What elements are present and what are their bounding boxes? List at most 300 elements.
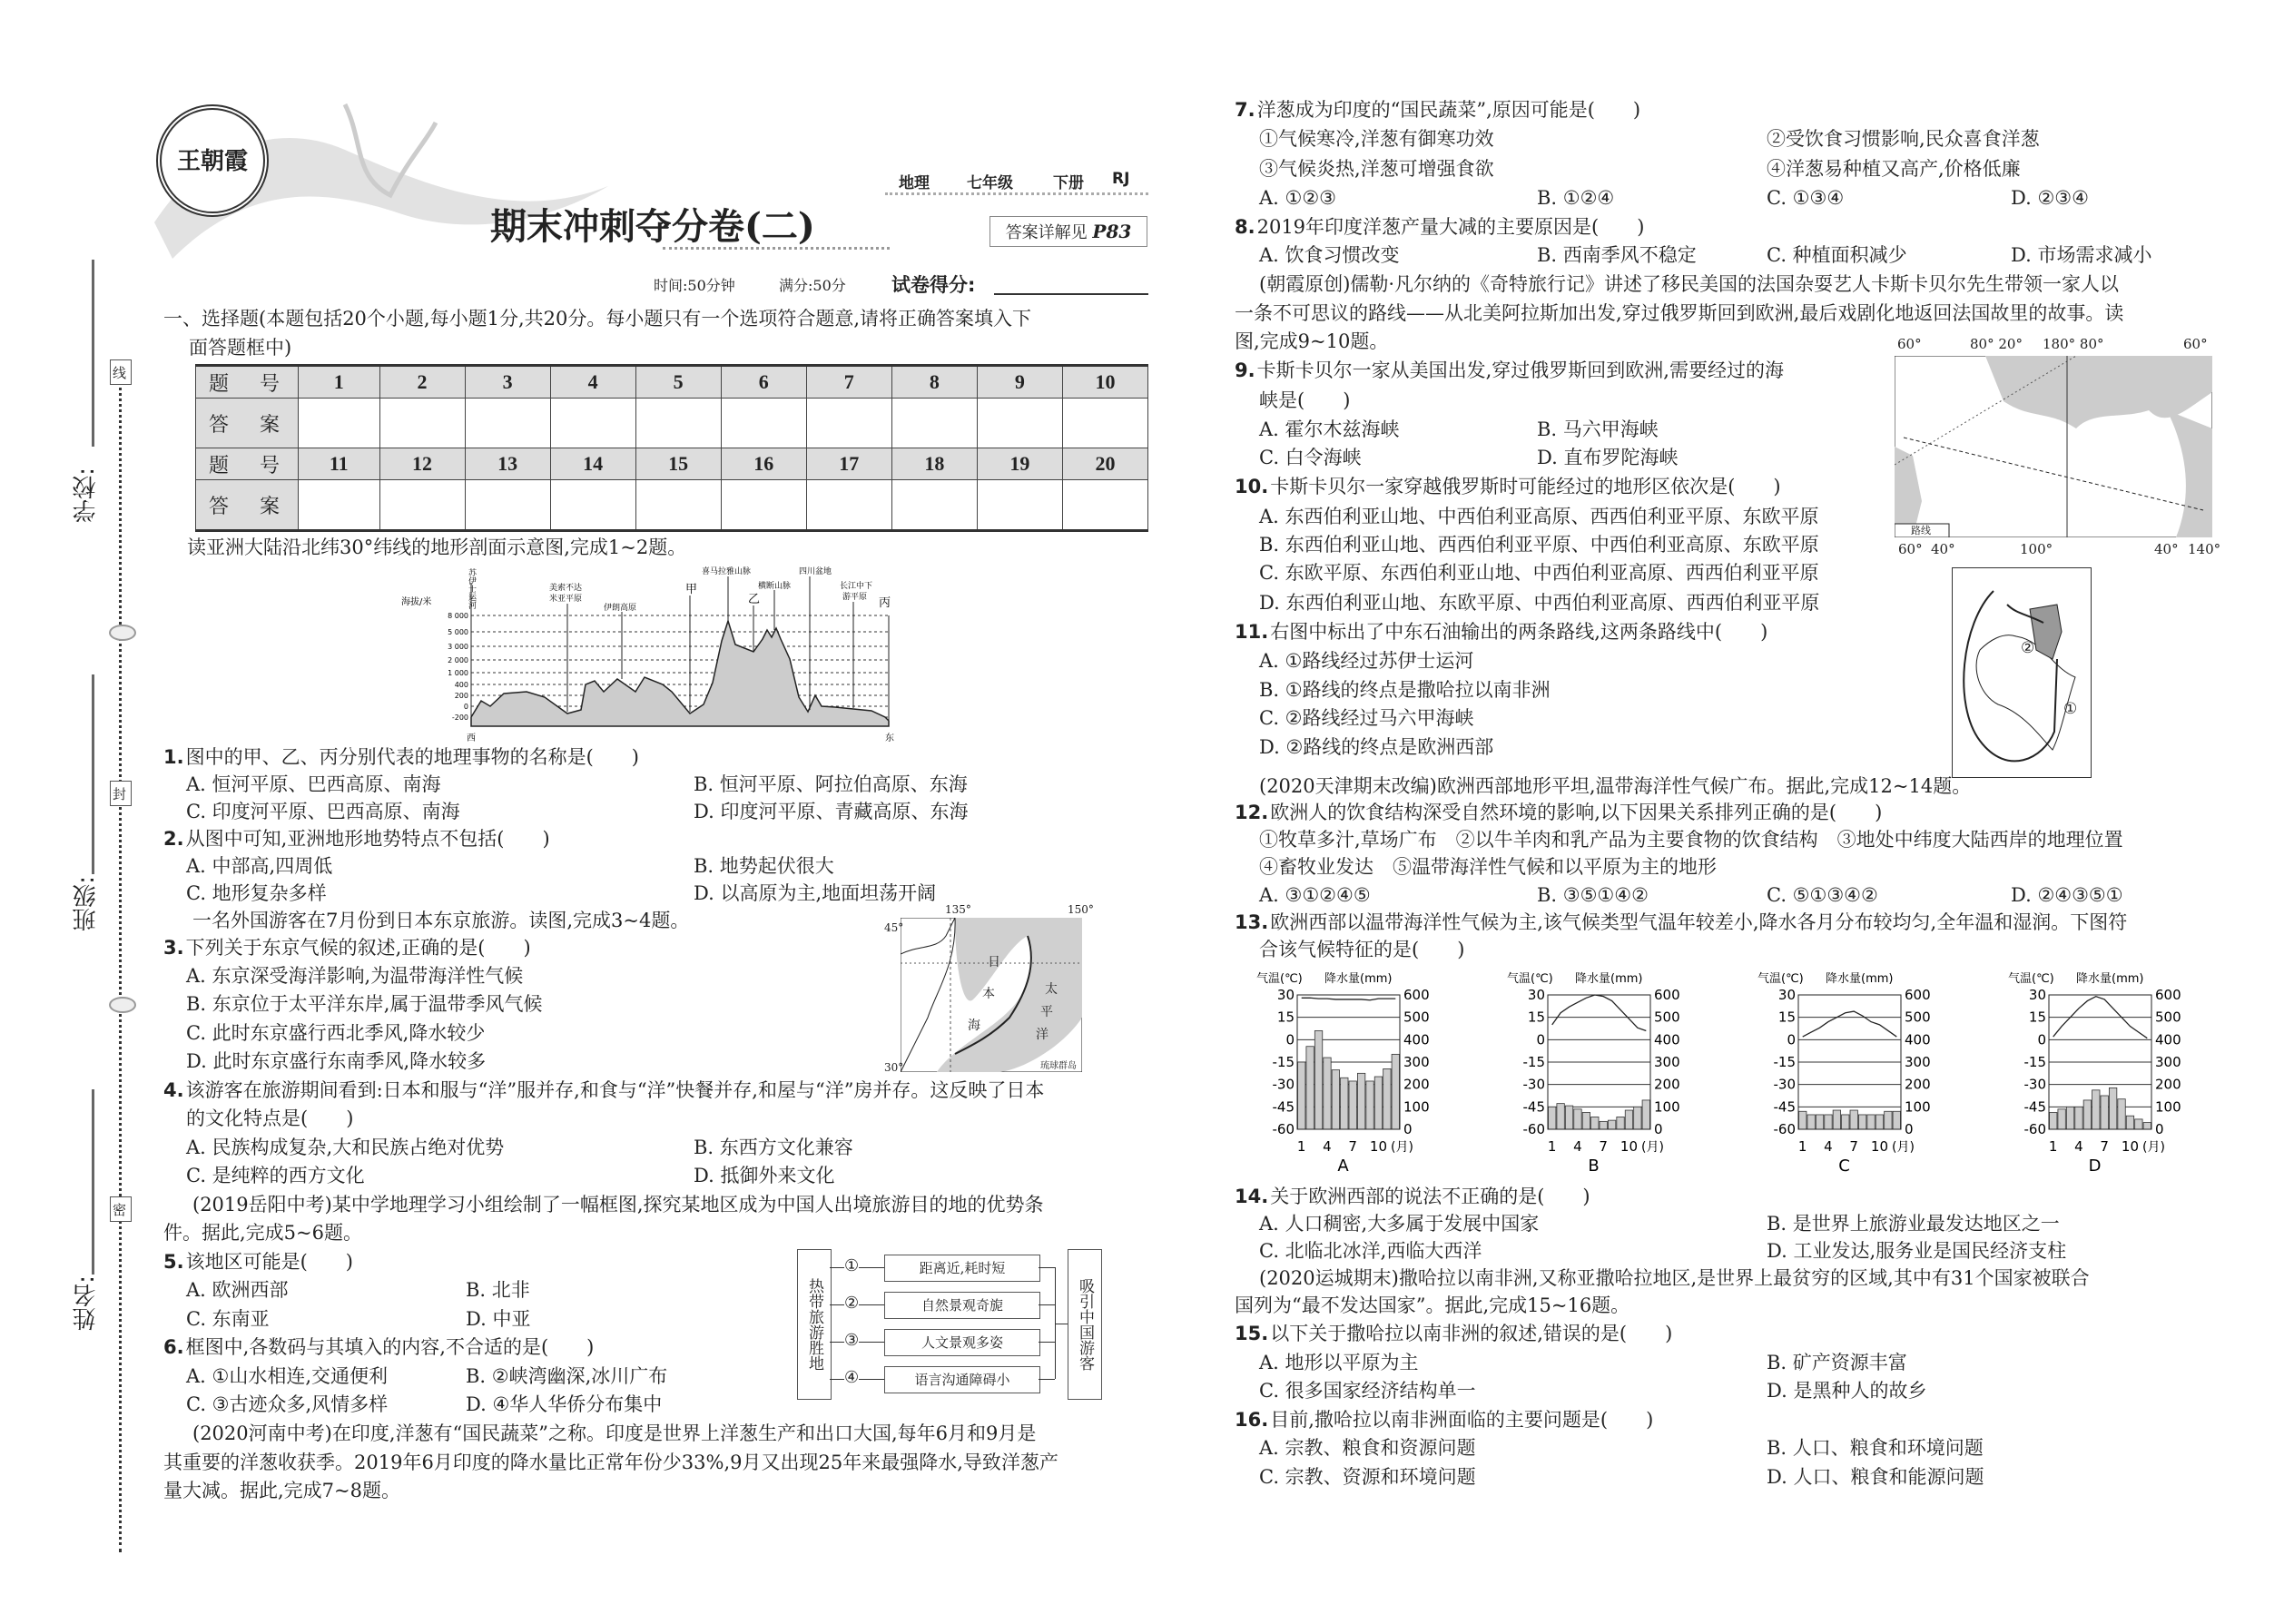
ornament-icon [109, 625, 136, 641]
temp-tick: -45 [2023, 1098, 2046, 1116]
answer-option[interactable]: C. 北临北冰洋,西临大西洋 [1259, 1240, 1482, 1262]
precip-bar [1549, 1107, 1556, 1129]
eurasia-map-graphic [1895, 356, 2212, 537]
precip-bar [1392, 1054, 1399, 1129]
precip-tick: 0 [1403, 1121, 1413, 1137]
month-unit: (月) [1641, 1140, 1664, 1155]
sea-label: 本 [982, 987, 995, 1001]
answer-option[interactable]: D. 是黑种人的故乡 [1767, 1380, 1927, 1402]
question-stem: 合该气候特征的是( ) [1259, 939, 1465, 960]
month-tick: 4 [1573, 1138, 1582, 1155]
question-number: 8. [1235, 216, 1255, 238]
precip-tick: 600 [1905, 987, 1931, 1003]
answer-option[interactable]: B. ②峡湾幽深,冰川广布 [466, 1365, 668, 1387]
temperature-line [1552, 995, 1647, 1030]
question-number: 11. [1235, 621, 1269, 643]
label-sichuan: 四川盆地 [799, 567, 832, 576]
section-heading: 面答题框中) [189, 337, 292, 359]
answer-option[interactable]: B. 地势起伏很大 [694, 855, 834, 877]
class-field[interactable] [92, 674, 94, 874]
answer-option[interactable]: D. ②③④ [2011, 187, 2089, 209]
table-question-number: 10 [1062, 366, 1147, 399]
answer-cell[interactable] [635, 480, 721, 531]
answer-cell[interactable] [977, 399, 1062, 448]
temp-tick: 15 [1527, 1009, 1545, 1026]
answer-option[interactable]: A. 宗教、粮食和资源问题 [1259, 1437, 1476, 1459]
answer-cell[interactable] [891, 480, 977, 531]
precip-tick: 600 [1654, 987, 1680, 1003]
temp-tick: 15 [1276, 1009, 1295, 1026]
route-1-label: ① [2063, 700, 2078, 718]
question-number: 1. [163, 746, 184, 768]
temp-tick: 0 [1787, 1031, 1796, 1048]
answer-reference[interactable] [989, 216, 1147, 247]
answer-option[interactable]: B. 恒河平原、阿拉伯高原、东海 [694, 773, 968, 795]
eurasia-route-map [1884, 336, 2229, 563]
longitude-label: 140° [2188, 541, 2221, 557]
precip-bar [2118, 1099, 2125, 1129]
question-stem: 以下关于撒哈拉以南非洲的叙述,错误的是( ) [1270, 1323, 1673, 1344]
temp-tick: -30 [1272, 1076, 1295, 1093]
precip-bar [1383, 1068, 1391, 1129]
table-num-label: 题 号 [196, 366, 299, 399]
answer-option[interactable]: B. 东西方文化兼容 [694, 1137, 853, 1158]
month-unit: (月) [2142, 1140, 2165, 1155]
longitude-label: 60° [1897, 336, 1922, 352]
question-5 [163, 1250, 353, 1274]
precip-bar [1565, 1106, 1572, 1129]
answer-option[interactable]: D. 以高原为主,地面坦荡开阔 [694, 882, 937, 904]
question-stem: 峡是( ) [1259, 389, 1351, 411]
chart-option-label: D [2088, 1156, 2102, 1176]
question-stem: 图中的甲、乙、丙分别代表的地理事物的名称是( ) [185, 746, 639, 768]
answer-option[interactable]: A. 欧洲西部 [186, 1279, 289, 1301]
name-field[interactable] [92, 1089, 94, 1275]
question-10 [1235, 475, 1781, 498]
answer-cell[interactable] [1062, 399, 1147, 448]
label-suez: 苏伊士运河 [467, 568, 476, 609]
question-stem: 下列关于东京气候的叙述,正确的是( ) [185, 937, 531, 959]
month-tick: 4 [1824, 1138, 1833, 1155]
school-field[interactable] [92, 260, 94, 447]
elevation-tick: 5 000 [448, 628, 468, 636]
elevation-tick: -200 [451, 714, 468, 722]
label-meso: 米亚平原 [549, 595, 583, 604]
page-title: 期末冲刺夺分卷(二) [490, 205, 815, 248]
question-number: 7. [1235, 99, 1255, 121]
passage-text: (2020河南中考)在印度,洋葱有“国民蔬菜”之称。印度是世界上洋葱生产和出口大国,每年6月和9月是 [192, 1422, 1037, 1444]
answer-cell[interactable] [1062, 480, 1147, 531]
precip-bar [2058, 1109, 2065, 1129]
month-unit: (月) [1391, 1140, 1413, 1155]
seal-mark-xian: 线 [110, 359, 132, 385]
ocean-label: 洋 [1036, 1028, 1049, 1042]
precip-bar [1642, 1100, 1649, 1129]
flow-connector [1039, 1304, 1055, 1305]
month-tick: 7 [1348, 1138, 1357, 1155]
precip-tick: 500 [1905, 1009, 1931, 1026]
precip-bar [1807, 1115, 1815, 1129]
volume-tag: 下册 [1053, 174, 1084, 192]
edition-tag: RJ [1112, 170, 1130, 188]
answer-cell[interactable] [465, 399, 550, 448]
binding-dotted-line [119, 381, 122, 1552]
precip-bar [1298, 1062, 1305, 1129]
flow-item: 距离近,耗时短 [884, 1255, 1040, 1282]
precip-tick: 500 [1403, 1009, 1430, 1026]
chart-left-title: 气温(℃) [1256, 972, 1303, 986]
month-tick: 7 [2100, 1138, 2109, 1155]
table-question-number: 7 [806, 366, 891, 399]
precip-tick: 0 [1905, 1121, 1914, 1137]
question-stem: 卡斯卡贝尔一家从美国出发,穿过俄罗斯回到欧洲,需要经过的海 [1256, 359, 1784, 381]
answer-option[interactable]: C. 种植面积减少 [1767, 244, 1907, 266]
precip-bar [2083, 1100, 2091, 1129]
precip-bar [1799, 1111, 1807, 1129]
question-number: 2. [163, 828, 184, 850]
precip-bar [1833, 1110, 1840, 1129]
longitude-label: 180° 80° [2043, 336, 2104, 352]
statement: ④洋葱易种植又高产,价格低廉 [1767, 158, 2021, 180]
answer-table [195, 364, 1148, 532]
label-hengduan: 横断山脉 [758, 582, 792, 591]
flow-item: 自然景观奇旎 [884, 1292, 1040, 1319]
flow-item: 人文景观多姿 [884, 1329, 1040, 1356]
question-number: 10. [1235, 476, 1269, 497]
answer-cell[interactable] [806, 399, 891, 448]
lon-label: 135° [945, 903, 971, 916]
answer-option[interactable]: B. ③⑤①④② [1537, 884, 1649, 906]
precip-tick: 400 [1403, 1031, 1430, 1048]
brand-logo [156, 104, 269, 217]
question-number: 5. [163, 1251, 184, 1273]
answer-option[interactable]: A. ①山水相连,交通便利 [186, 1365, 389, 1387]
japan-map [884, 903, 1099, 1079]
answer-reference-label: 答案详解见 [1005, 223, 1088, 242]
question-stem: 目前,撒哈拉以南非洲面临的主要问题是( ) [1270, 1409, 1654, 1431]
answer-option[interactable]: D. 抵御外来文化 [694, 1165, 835, 1186]
precip-bar [1816, 1115, 1823, 1129]
temp-tick: 0 [1536, 1031, 1545, 1048]
temp-tick: 30 [1777, 987, 1796, 1003]
question-7 [1235, 98, 1640, 122]
seal-mark-feng: 封 [110, 781, 132, 806]
precip-tick: 100 [1403, 1098, 1430, 1116]
profile-ylabel: 海拔/米 [401, 597, 432, 607]
flow-number: ① [844, 1256, 860, 1275]
answer-option[interactable]: B. 北非 [466, 1279, 530, 1301]
longitude-label: 40° [1931, 541, 1955, 557]
passage-text: (2019岳阳中考)某中学地理学习小组绘制了一幅框图,探究某地区成为中国人出境旅游目的地的优势条 [192, 1194, 1044, 1216]
answer-option[interactable]: C. 白令海峡 [1259, 447, 1362, 468]
question-number: 6. [163, 1336, 184, 1358]
chart-option-label: C [1838, 1156, 1850, 1176]
precip-tick: 500 [2155, 1009, 2181, 1026]
seal-mark-mi: 密 [110, 1196, 132, 1222]
temp-tick: -15 [1272, 1054, 1295, 1070]
precip-tick: 400 [1905, 1031, 1931, 1048]
question-9 [1235, 359, 1784, 382]
month-tick: 10 [1870, 1138, 1889, 1155]
label-iran: 伊朗高原 [604, 604, 637, 613]
table-question-number: 4 [550, 366, 635, 399]
temp-tick: -15 [1522, 1054, 1545, 1070]
table-question-number: 2 [379, 366, 465, 399]
answer-cell[interactable] [379, 480, 465, 531]
precip-bar [1867, 1115, 1875, 1129]
question-stem: 从图中可知,亚洲地形地势特点不包括( ) [185, 828, 550, 850]
precip-tick: 500 [1654, 1009, 1680, 1026]
chart-right-title: 降水量(mm) [1324, 972, 1393, 986]
logo-text: 王朝霞 [176, 148, 248, 175]
temp-tick: -45 [1272, 1098, 1295, 1116]
precip-tick: 300 [1654, 1054, 1680, 1070]
answer-option[interactable]: A. ①路线经过苏伊士运河 [1259, 650, 1474, 672]
answer-option[interactable]: D. 人口、粮食和能源问题 [1767, 1466, 1984, 1488]
answer-option[interactable]: D. 工业发达,服务业是国民经济支柱 [1767, 1240, 2067, 1262]
precip-bar [2109, 1088, 2116, 1129]
precip-bar [2101, 1096, 2108, 1129]
label-changjiang: 长江中下 [840, 582, 873, 591]
passage-text: 读亚洲大陆沿北纬30°纬线的地形剖面示意图,完成1~2题。 [187, 536, 687, 558]
month-tick: 10 [2121, 1138, 2140, 1155]
grade-tag: 七年级 [967, 174, 1013, 192]
answer-option[interactable]: A. ③①②④⑤ [1259, 884, 1371, 906]
precip-bar [1842, 1115, 1849, 1129]
precip-bar [1893, 1111, 1900, 1129]
precip-tick: 400 [2155, 1031, 2181, 1048]
asia-profile-diagram [399, 565, 908, 746]
answer-option[interactable]: B. 西南季风不稳定 [1537, 244, 1697, 266]
answer-option[interactable]: C. ②路线经过马六甲海峡 [1259, 707, 1474, 729]
table-answer-label: 答 案 [196, 480, 299, 531]
longitude-label: 100° [2020, 541, 2053, 557]
school-label: 学校: [73, 468, 100, 523]
temperature-line [1302, 998, 1396, 999]
answer-cell[interactable] [550, 480, 635, 531]
question-number: 9. [1235, 359, 1255, 381]
label-yi: 乙 [748, 593, 761, 606]
elevation-tick: 400 [454, 681, 468, 689]
longitude-label: 80° 20° [1970, 336, 2023, 352]
answer-option[interactable]: B. ①路线的终点是撒哈拉以南非洲 [1259, 679, 1551, 701]
flow-number: ③ [844, 1331, 860, 1350]
answer-option[interactable]: A. 人口稠密,大多属于发展中国家 [1259, 1213, 1540, 1235]
question-stem: 右图中标出了中东石油输出的两条路线,这两条路线中( ) [1270, 621, 1768, 643]
answer-cell[interactable] [806, 480, 891, 531]
passage-text: (2020天津期末改编)欧洲西部地形平坦,温带海洋性气候广布。据此,完成12~14题。 [1259, 775, 1972, 797]
answer-option[interactable]: B. ①②④ [1537, 187, 1615, 209]
passage-text: 一名外国游客在7月份到日本东京旅游。读图,完成3~4题。 [192, 910, 690, 931]
label-jia: 甲 [685, 583, 698, 596]
question-13 [1235, 910, 2127, 934]
passage-text: (朝霞原创)儒勒·凡尔纳的《奇特旅行记》讲述了移民美国的法国杂耍艺人卡斯卡贝尔先生带领一家人以 [1259, 273, 2120, 295]
question-6 [163, 1335, 594, 1359]
chart-right-title: 降水量(mm) [1826, 972, 1894, 986]
temp-tick: -15 [1773, 1054, 1796, 1070]
question-8 [1235, 215, 1644, 239]
passage-text: 国列为“最不发达国家”。据此,完成15~16题。 [1235, 1294, 1630, 1316]
longitude-label: 40° [2154, 541, 2179, 557]
answer-cell[interactable] [977, 480, 1062, 531]
precip-bar [2066, 1107, 2073, 1129]
precip-bar [1574, 1109, 1581, 1129]
answer-option[interactable]: C. 印度河平原、巴西高原、南海 [186, 801, 460, 822]
answer-option[interactable]: D. ②④③⑤① [2011, 884, 2123, 906]
answer-option[interactable]: A. 恒河平原、巴西高原、南海 [186, 773, 441, 795]
answer-option[interactable]: A. 民族构成复杂,大和民族占绝对优势 [186, 1137, 505, 1158]
label-himalaya: 喜马拉雅山脉 [702, 567, 752, 576]
answer-cell[interactable] [891, 399, 977, 448]
month-unit: (月) [1892, 1140, 1915, 1155]
label-meso: 美索不达 [549, 584, 583, 593]
temp-tick: 30 [2028, 987, 2046, 1003]
answer-option[interactable]: B. 是世界上旅游业最发达地区之一 [1767, 1213, 2060, 1235]
question-16 [1235, 1408, 1653, 1432]
precip-tick: 200 [2155, 1076, 2181, 1093]
answer-option[interactable]: A. 霍尔木兹海峡 [1259, 418, 1400, 440]
answer-cell[interactable] [299, 399, 380, 448]
question-4 [163, 1078, 1044, 1102]
lat-label: 30° [884, 1061, 904, 1074]
answer-cell[interactable] [635, 399, 721, 448]
longitude-label: 60° [1898, 541, 1923, 557]
precip-bar [1634, 1107, 1641, 1129]
answer-option[interactable]: C. 此时东京盛行西北季风,降水较少 [186, 1022, 486, 1044]
answer-option[interactable]: A. ①②③ [1259, 187, 1336, 209]
answer-option[interactable]: C. 宗教、资源和环境问题 [1259, 1466, 1476, 1488]
flow-number: ② [844, 1294, 860, 1313]
answer-option[interactable]: A. 地形以平原为主 [1259, 1352, 1419, 1373]
answer-cell[interactable] [550, 399, 635, 448]
answer-option[interactable]: B. 马六甲海峡 [1537, 418, 1659, 440]
ocean-label: 太 [1045, 982, 1058, 997]
label-bing: 丙 [879, 596, 891, 610]
passage-text: 一条不可思议的路线——从北美阿拉斯加出发,穿过俄罗斯回到欧洲,最后戏剧化地返回法国故里的故事。读 [1235, 302, 2124, 324]
answer-option[interactable]: C. ①③④ [1767, 187, 1845, 209]
precip-bar [1341, 1078, 1348, 1129]
sea-label: 日 [988, 955, 1000, 969]
ornament-icon [109, 997, 136, 1013]
elevation-tick: 200 [454, 692, 468, 700]
elevation-tick: 0 [463, 703, 468, 711]
answer-option[interactable]: B. 矿产资源丰富 [1767, 1352, 1907, 1373]
ryukyu-label: 琉球群岛 [1040, 1058, 1077, 1071]
question-15 [1235, 1322, 1672, 1345]
precip-bar [2050, 1113, 2057, 1130]
answer-option[interactable]: D. 此时东京盛行东南季风,降水较多 [186, 1050, 487, 1072]
full-score-info: 满分:50分 [779, 277, 846, 294]
elevation-tick: 3 000 [448, 643, 468, 651]
terrain-profile [471, 621, 889, 726]
table-question-number: 1 [299, 366, 380, 399]
month-tick: 4 [2074, 1138, 2083, 1155]
flow-item: 语言沟通障碍小 [884, 1366, 1040, 1393]
answer-option[interactable]: C. 东南亚 [186, 1308, 270, 1330]
answer-option[interactable]: C. 地形复杂多样 [186, 882, 327, 904]
answer-option[interactable]: B. 东西伯利亚山地、西西伯利亚平原、中西伯利亚高原、东欧平原 [1259, 534, 1819, 556]
score-field[interactable] [994, 293, 1148, 295]
question-1 [163, 745, 639, 769]
question-12 [1235, 801, 1882, 824]
answer-option[interactable]: B. 人口、粮食和环境问题 [1767, 1437, 1984, 1459]
statement: ①气候寒冷,洋葱有御寒功效 [1259, 128, 1494, 150]
answer-option[interactable]: D. ②路线的终点是欧洲西部 [1259, 736, 1494, 758]
table-question-number: 11 [299, 448, 380, 480]
elevation-tick: 8 000 [448, 612, 468, 620]
subject-tag: 地理 [899, 174, 930, 192]
question-11 [1235, 620, 1767, 644]
precip-bar [1306, 1047, 1314, 1129]
answer-cell[interactable] [299, 480, 380, 531]
table-question-number: 15 [635, 448, 721, 480]
answer-option[interactable]: D. 直布罗陀海峡 [1537, 447, 1679, 468]
answer-page: P83 [1092, 221, 1132, 242]
answer-option[interactable]: C. ③古迹众多,风情多样 [186, 1393, 389, 1415]
answer-option[interactable]: D. ④华人华侨分布集中 [466, 1393, 663, 1415]
temp-tick: -15 [2023, 1054, 2046, 1070]
answer-option[interactable]: B. 东京位于太平洋东岸,属于温带季风气候 [186, 993, 543, 1015]
answer-option[interactable]: A. 东西伯利亚山地、中西伯利亚高原、西西伯利亚平原、东欧平原 [1259, 506, 1819, 527]
answer-option[interactable]: D. 市场需求减小 [2011, 244, 2152, 266]
answer-cell[interactable] [379, 399, 465, 448]
answer-option[interactable]: C. 东欧平原、东西伯利亚山地、中西伯利亚高原、西西伯利亚平原 [1259, 562, 1819, 584]
answer-option[interactable]: C. ⑤①③④② [1767, 884, 1878, 906]
precip-bar [1625, 1110, 1632, 1129]
month-tick: 1 [1797, 1138, 1807, 1155]
answer-cell[interactable] [465, 480, 550, 531]
answer-option[interactable]: D. 中亚 [466, 1308, 531, 1330]
month-tick: 7 [1849, 1138, 1858, 1155]
precip-bar [1600, 1121, 1607, 1129]
table-question-number: 13 [465, 448, 550, 480]
table-question-number: 16 [721, 448, 806, 480]
precip-bar [1608, 1120, 1615, 1129]
precip-bar [1617, 1117, 1624, 1129]
sea-label: 海 [968, 1019, 980, 1033]
precip-tick: 200 [1403, 1076, 1430, 1093]
answer-option[interactable]: C. 很多国家经济结构单一 [1259, 1380, 1476, 1402]
question-stem: 该地区可能是( ) [185, 1251, 353, 1273]
statement: ④畜牧业发达 ⑤温带海洋性气候和以平原为主的地形 [1259, 856, 1717, 878]
header-dotted-rule [885, 192, 1148, 195]
precip-bar [1825, 1115, 1832, 1129]
temp-tick: -30 [1773, 1076, 1796, 1093]
answer-option[interactable]: A. 东京深受海洋影响,为温带海洋性气候 [186, 965, 524, 987]
answer-option[interactable]: A. 中部高,四周低 [186, 855, 333, 877]
answer-option[interactable]: C. 是纯粹的西方文化 [186, 1165, 365, 1186]
temp-tick: -30 [1522, 1076, 1545, 1093]
answer-option[interactable]: A. 饮食习惯改变 [1259, 244, 1400, 266]
climate-charts [1216, 967, 2242, 1185]
answer-cell[interactable] [721, 399, 806, 448]
score-label: 试卷得分: [891, 274, 976, 296]
question-stem: 欧洲人的饮食结构深受自然环境的影响,以下因果关系排列正确的是( ) [1270, 802, 1883, 823]
question-2 [163, 827, 550, 851]
question-number: 4. [163, 1079, 184, 1101]
answer-option[interactable]: D. 东西伯利亚山地、东欧平原、中西伯利亚高原、西西伯利亚平原 [1259, 592, 1820, 614]
title-dotted-rule [663, 247, 890, 250]
statement: ③气候炎热,洋葱可增强食欲 [1259, 158, 1494, 180]
question-stem: 洋葱成为印度的“国民蔬菜”,原因可能是( ) [1256, 99, 1641, 121]
precip-bar [2126, 1116, 2133, 1129]
answer-option[interactable]: D. 印度河平原、青藏高原、东海 [694, 801, 969, 822]
table-question-number: 20 [1062, 448, 1147, 480]
answer-cell[interactable] [721, 480, 806, 531]
precip-tick: 300 [2155, 1054, 2181, 1070]
temp-tick: -60 [1272, 1121, 1295, 1137]
precip-bar [1314, 1030, 1322, 1129]
